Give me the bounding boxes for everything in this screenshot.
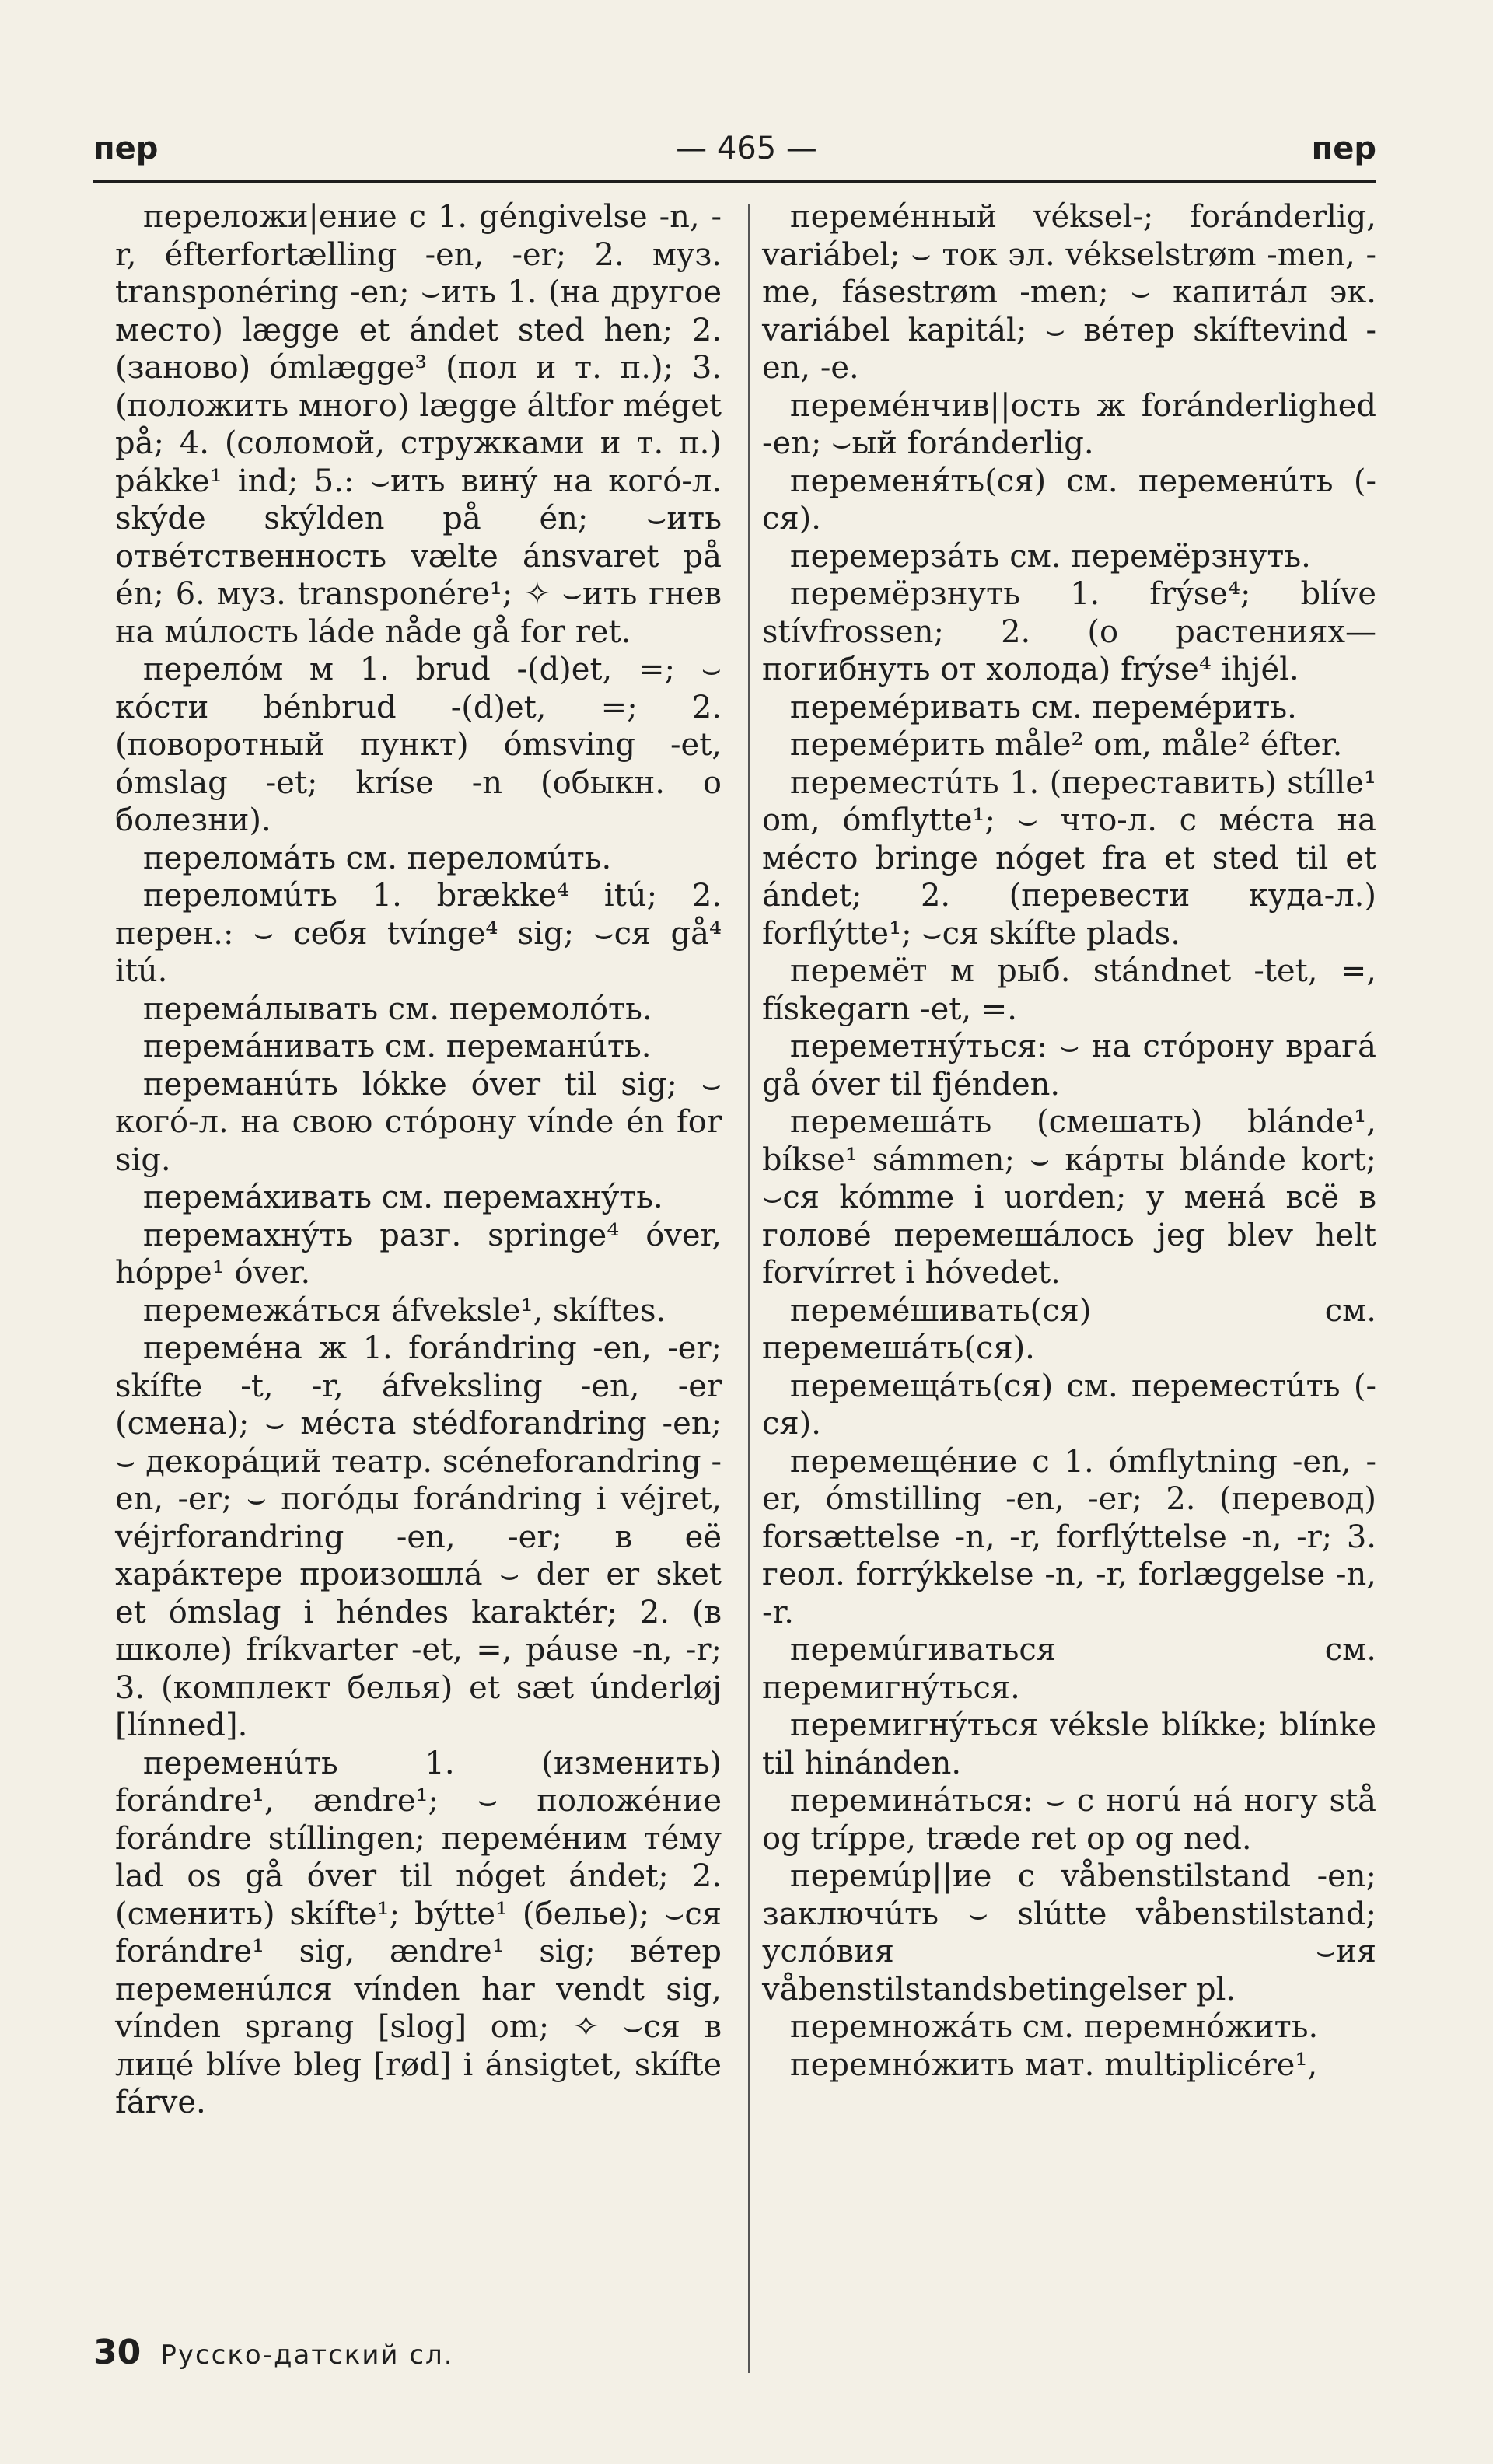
page-number: — 465 — <box>676 131 817 166</box>
dictionary-entry: перемнóжить мат. multiplicére¹, <box>790 2046 1318 2083</box>
dictionary-entry: переложи|ение с 1. géngivelse -n, -r, éfterfortælling -en, -er; 2. муз. transponéring -en; ⌣ить 1. (на другое место) lægge et ándet sted hen; 2. (заново) ómlægge³ (пол и т. п.); 3. (положить много) lægge áltfor méget på; 4. (соломой, стружками и т. п.) pákke¹ ind; 5.: ⌣ить винý на когó-л. skýde skýlden på én; ⌣ить отвéтственность vælte ánsvaret på én; 6. муз. transponére¹; ✧ ⌣ить гнев на мúлость láde nåde gå for ret. <box>115 199 722 650</box>
dictionary-entry: переминáться: ⌣ с ногú нá ногу stå og tríppe, træde ret op og ned. <box>762 1783 1376 1857</box>
left-column <box>115 198 722 2122</box>
running-head-right: пер <box>1311 131 1376 166</box>
dictionary-entry: переметнýться: ⌣ на стóрону врагá gå óver til fjénden. <box>762 1029 1376 1103</box>
dictionary-entry: переместúть 1. (переставить) stílle¹ om, ómflytte¹; ⌣ что-л. с мéста на мéсто bringe nóget fra et sted til et ándet; 2. (перевести куда-л.) forflýtte¹; ⌣ся skífte plads. <box>762 764 1376 952</box>
dictionary-entry: переменя́ть(ся) см. переменúть (-ся). <box>762 463 1376 536</box>
right-column <box>762 198 1376 2084</box>
dictionary-entry: перемигнýться véksle blíkke; blínke til hinánden. <box>762 1707 1376 1781</box>
dictionary-entry: перемéнный véksel-; foránderlig, variábel; ⌣ ток эл. vékselstrøm -men, -me, fásestrøm -men; ⌣ капитáл эк. variábel kapitál; ⌣ вéтер skíftevind -en, -e. <box>762 199 1376 386</box>
dictionary-entry: перемéривать см. перемéрить. <box>790 689 1297 725</box>
header-rule <box>93 180 1376 183</box>
dictionary-entry: перемерзáть см. перемёрзнуть. <box>790 538 1311 575</box>
dictionary-entry: перемúгиваться см. перемигнýться. <box>762 1632 1376 1706</box>
signature-title: Русско-датский сл. <box>160 2340 454 2371</box>
dictionary-entry: переменúть 1. (изменить) forándre¹, ændre¹; ⌣ положéние forándre stíllingen; перемéним тéму lad os gå óver til nóget ándet; 2. (сменить) skífte¹; býtte¹ (белье); ⌣ся forándre¹ sig, ændre¹ sig; вéтер переменúлся vínden har vendt sig, vínden sprang [slog] om; ✧ ⌣ся в лицé blíve bleg [rød] i ánsigtet, skífte fárve. <box>115 1745 722 2120</box>
dictionary-entry: перемáхивать см. перемахнýть. <box>143 1180 663 1215</box>
dictionary-entry: перемежáться áfveksle¹, skíftes. <box>143 1292 666 1329</box>
dictionary-entry: перемúр||ие с våbenstilstand -en; заключúть ⌣ slútte våbenstilstand; услóвия ⌣ия våbenstilstandsbetingelser pl. <box>762 1858 1376 2008</box>
dictionary-entry: перемахнýть разг. springe⁴ óver, hóppe¹ óver. <box>115 1217 722 1291</box>
dictionary-entry: перемножáть см. перемнóжить. <box>790 2009 1319 2045</box>
dictionary-entry: перемещáть(ся) см. переместúть (-ся). <box>762 1368 1376 1442</box>
dictionary-entry: перелóм м 1. brud -(d)et, =; ⌣ кóсти bénbrud -(d)et, =; 2. (поворотный пункт) ómsving -et, ómslag -et; kríse -n (обыкн. о болезни). <box>115 652 722 838</box>
dictionary-entry: перемёт м рыб. stándnet -tet, =, fískegarn -et, =. <box>762 953 1376 1027</box>
column-divider <box>748 204 750 2373</box>
dictionary-entry: перемéрить måle² om, måle² éfter. <box>790 727 1343 763</box>
dictionary-entry: перемешáть (смешать) blánde¹, bíkse¹ sámmen; ⌣ кáрты blánde kort; ⌣ся kómme i uorden; у менá всё в головé перемешáлось jeg blev helt forvírret i hóvedet. <box>762 1104 1376 1291</box>
dictionary-entry: переломúть 1. brække⁴ itú; 2. перен.: ⌣ себя tvínge⁴ sig; ⌣ся gå⁴ itú. <box>115 878 722 989</box>
dictionary-entry: перемáлывать см. перемолóть. <box>143 991 652 1027</box>
dictionary-entry: перемéшивать(ся) см. перемешáть(ся). <box>762 1292 1376 1366</box>
dictionary-entry: перемёрзнуть 1. frýse⁴; blíve stívfrossen; 2. (о растениях—погибнуть от холода) frýse⁴ ihjél. <box>762 576 1376 687</box>
dictionary-entry: перемещéние с 1. ómflytning -en, -er, ómstilling -en, -er; 2. (перевод) forsættelse -n, -r, forflýttelse -n, -r; 3. геол. forrýkkelse -n, -r, forlæggelse -n, -r. <box>762 1443 1376 1630</box>
running-head-left: пер <box>93 131 159 166</box>
dictionary-entry: перемáнивать см. переманúть. <box>143 1029 652 1064</box>
dictionary-entry: перемéнчив||ость ж foránderlighed -en; ⌣ый foránderlig. <box>762 387 1376 461</box>
signature-number: 30 <box>93 2333 142 2372</box>
dictionary-entry: переманúть lókke óver til sig; ⌣ когó-л. на свою стóрону vínde én for sig. <box>115 1066 722 1178</box>
dictionary-entry: переломáть см. переломúть. <box>143 840 612 876</box>
page-footer <box>93 2333 454 2372</box>
dictionary-entry: перемéна ж 1. forándring -en, -er; skífte -t, -r, áfveksling -en, -er (смена); ⌣ мéста stédforandring -en; ⌣ декорáций театр. scéneforandring -en, -er; ⌣ погóды forándring i véjret, véjrforandring -en, -er; в её харáктере произошлá ⌣ der er sket et ómslag i héndes karaktér; 2. (в школе) fríkvarter -et, =, páuse -n, -r; 3. (комплект белья) et sæt únderløj [línned]. <box>115 1330 722 1743</box>
